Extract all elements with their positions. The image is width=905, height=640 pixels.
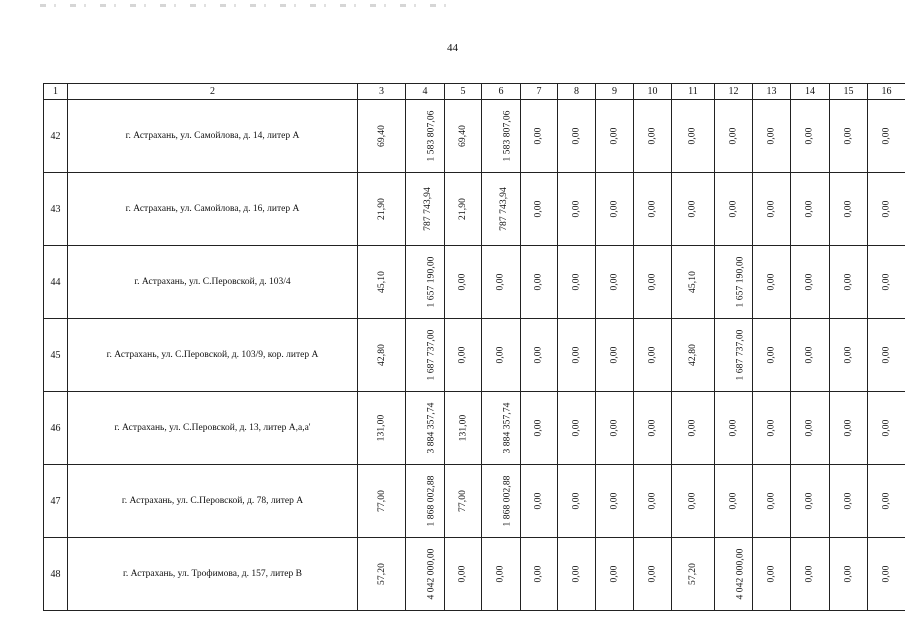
value-cell	[672, 173, 715, 246]
cell-value: 131,00	[376, 414, 387, 442]
value-cell	[715, 100, 753, 173]
value-cell	[830, 100, 868, 173]
address-cell: г. Астрахань, ул. С.Перовской, д. 103/9, кор. литер А	[68, 319, 358, 392]
cell-value: 0,00	[534, 492, 544, 510]
column-header: 6	[482, 84, 521, 100]
cell-value: 0,00	[647, 565, 658, 583]
table-row	[44, 100, 905, 173]
value-cell	[634, 246, 672, 319]
value-cell	[558, 392, 596, 465]
cell-value: 0,00	[609, 273, 620, 291]
value-cell	[596, 173, 634, 246]
value-cell	[634, 319, 672, 392]
value-cell	[672, 538, 715, 611]
cell-value: 0,00	[609, 346, 620, 364]
value-cell	[868, 100, 905, 173]
cell-value: 0,00	[534, 419, 544, 437]
column-header: 2	[68, 84, 358, 100]
cell-value: 0,00	[881, 200, 892, 218]
cell-value: 0,00	[534, 565, 544, 583]
cell-value: 0,00	[571, 346, 582, 364]
cell-value: 0,00	[647, 200, 658, 218]
cell-value: 0,00	[688, 419, 698, 437]
value-cell	[482, 319, 521, 392]
cell-value: 0,00	[766, 565, 777, 583]
value-cell	[791, 100, 830, 173]
cell-value: 0,00	[609, 565, 620, 583]
cell-value: 0,00	[881, 127, 892, 145]
value-cell	[445, 246, 482, 319]
value-cell	[558, 173, 596, 246]
value-cell	[358, 246, 406, 319]
value-cell	[482, 392, 521, 465]
column-header: 5	[445, 84, 482, 100]
cell-value: 69,40	[458, 125, 468, 147]
value-cell	[358, 100, 406, 173]
cell-value: 77,00	[458, 490, 468, 512]
value-cell	[445, 100, 482, 173]
cell-value: 42,80	[376, 344, 387, 366]
cell-value: 1 868 002,88	[426, 475, 437, 527]
value-cell	[445, 392, 482, 465]
value-cell	[406, 465, 445, 538]
cell-value: 0,00	[496, 273, 506, 291]
column-header: 9	[596, 84, 634, 100]
cell-value: 787 743,94	[422, 187, 433, 231]
value-cell	[753, 173, 791, 246]
cell-value: 0,00	[881, 565, 892, 583]
row-number: 48	[44, 538, 68, 611]
cell-value: 57,20	[688, 563, 698, 585]
value-cell	[406, 100, 445, 173]
cell-value: 0,00	[843, 273, 854, 291]
cell-value: 3 884 357,74	[502, 402, 513, 454]
value-cell	[521, 538, 558, 611]
value-cell	[445, 538, 482, 611]
table-row	[44, 465, 905, 538]
address-cell: г. Астрахань, ул. С.Перовской, д. 13, литер А,а,а'	[68, 392, 358, 465]
table-row	[44, 392, 905, 465]
value-cell	[715, 246, 753, 319]
value-cell	[445, 319, 482, 392]
cell-value: 0,00	[571, 127, 582, 145]
value-cell	[406, 538, 445, 611]
value-cell	[830, 246, 868, 319]
table-body	[44, 100, 905, 611]
cell-value: 69,40	[376, 125, 387, 147]
cell-value: 42,80	[688, 344, 698, 366]
address-cell: г. Астрахань, ул. Трофимова, д. 157, литер В	[68, 538, 358, 611]
cell-value: 0,00	[571, 200, 582, 218]
cell-value: 0,00	[496, 346, 506, 364]
cell-value: 1 657 190,00	[426, 256, 437, 308]
value-cell	[358, 538, 406, 611]
cell-value: 0,00	[647, 492, 658, 510]
value-cell	[521, 465, 558, 538]
value-cell	[791, 173, 830, 246]
cell-value: 0,00	[458, 273, 468, 291]
cell-value: 0,00	[805, 492, 815, 510]
value-cell	[634, 392, 672, 465]
value-cell	[672, 100, 715, 173]
column-header: 3	[358, 84, 406, 100]
cell-value: 0,00	[766, 419, 777, 437]
value-cell	[521, 392, 558, 465]
cell-value: 0,00	[881, 419, 892, 437]
value-cell	[715, 465, 753, 538]
column-header: 4	[406, 84, 445, 100]
value-cell	[753, 246, 791, 319]
cell-value: 0,00	[534, 127, 544, 145]
cell-value: 1 687 737,00	[426, 329, 437, 381]
column-header: 12	[715, 84, 753, 100]
value-cell	[596, 538, 634, 611]
cell-value: 0,00	[843, 200, 854, 218]
value-cell	[358, 392, 406, 465]
value-cell	[358, 173, 406, 246]
cell-value: 0,00	[571, 565, 582, 583]
value-cell	[358, 465, 406, 538]
cell-value: 0,00	[843, 127, 854, 145]
value-cell	[634, 465, 672, 538]
cell-value: 0,00	[728, 419, 739, 437]
value-cell	[672, 392, 715, 465]
row-number: 45	[44, 319, 68, 392]
cell-value: 131,00	[457, 414, 468, 442]
value-cell	[753, 392, 791, 465]
cell-value: 0,00	[609, 492, 620, 510]
value-cell	[868, 319, 905, 392]
value-cell	[558, 319, 596, 392]
cell-value: 0,00	[766, 273, 777, 291]
cell-value: 0,00	[805, 565, 815, 583]
address-register-table	[43, 83, 905, 611]
value-cell	[753, 465, 791, 538]
value-cell	[868, 246, 905, 319]
value-cell	[596, 465, 634, 538]
cell-value: 0,00	[843, 346, 854, 364]
table-row	[44, 538, 905, 611]
value-cell	[830, 465, 868, 538]
cell-value: 1 687 737,00	[735, 329, 746, 381]
row-number: 47	[44, 465, 68, 538]
value-cell	[445, 173, 482, 246]
cell-value: 21,90	[376, 198, 387, 220]
value-cell	[753, 100, 791, 173]
value-cell	[672, 319, 715, 392]
scan-artifact	[40, 4, 460, 7]
value-cell	[482, 100, 521, 173]
row-number: 44	[44, 246, 68, 319]
cell-value: 0,00	[843, 419, 854, 437]
cell-value: 0,00	[688, 127, 698, 145]
cell-value: 0,00	[496, 565, 506, 583]
value-cell	[868, 538, 905, 611]
value-cell	[482, 173, 521, 246]
cell-value: 0,00	[647, 127, 658, 145]
cell-value: 3 884 357,74	[426, 402, 437, 454]
value-cell	[406, 246, 445, 319]
value-cell	[830, 538, 868, 611]
cell-value: 0,00	[688, 492, 698, 510]
address-cell: г. Астрахань, ул. Самойлова, д. 14, литер А	[68, 100, 358, 173]
cell-value: 1 868 002,88	[502, 475, 513, 527]
cell-value: 0,00	[843, 492, 854, 510]
value-cell	[406, 392, 445, 465]
value-cell	[521, 246, 558, 319]
value-cell	[558, 100, 596, 173]
table-row	[44, 319, 905, 392]
cell-value: 0,00	[458, 565, 468, 583]
cell-value: 4 042 000,00	[735, 548, 746, 600]
value-cell	[672, 465, 715, 538]
value-cell	[672, 246, 715, 319]
cell-value: 0,00	[805, 419, 815, 437]
value-cell	[868, 392, 905, 465]
cell-value: 787 743,94	[498, 187, 509, 231]
cell-value: 0,00	[458, 346, 468, 364]
value-cell	[482, 465, 521, 538]
value-cell	[715, 319, 753, 392]
value-cell	[521, 100, 558, 173]
column-header: 13	[753, 84, 791, 100]
cell-value: 0,00	[534, 346, 544, 364]
table-row	[44, 173, 905, 246]
column-header: 1	[44, 84, 68, 100]
value-cell	[482, 246, 521, 319]
row-number: 46	[44, 392, 68, 465]
cell-value: 0,00	[571, 492, 582, 510]
value-cell	[753, 319, 791, 392]
cell-value: 4 042 000,00	[426, 548, 437, 600]
cell-value: 0,00	[728, 492, 739, 510]
cell-value: 0,00	[766, 200, 777, 218]
column-header: 11	[672, 84, 715, 100]
table-row	[44, 246, 905, 319]
value-cell	[868, 173, 905, 246]
cell-value: 0,00	[571, 273, 582, 291]
cell-value: 0,00	[728, 127, 739, 145]
value-cell	[715, 173, 753, 246]
value-cell	[715, 538, 753, 611]
cell-value: 0,00	[805, 273, 815, 291]
cell-value: 0,00	[805, 127, 815, 145]
cell-value: 0,00	[728, 200, 739, 218]
value-cell	[753, 538, 791, 611]
address-cell: г. Астрахань, ул. С.Перовской, д. 103/4	[68, 246, 358, 319]
cell-value: 0,00	[766, 492, 777, 510]
column-header: 14	[791, 84, 830, 100]
value-cell	[558, 465, 596, 538]
value-cell	[521, 173, 558, 246]
column-header: 8	[558, 84, 596, 100]
value-cell	[791, 319, 830, 392]
value-cell	[830, 392, 868, 465]
value-cell	[830, 173, 868, 246]
cell-value: 0,00	[534, 200, 544, 218]
value-cell	[558, 246, 596, 319]
cell-value: 0,00	[647, 419, 658, 437]
cell-value: 0,00	[843, 565, 854, 583]
value-cell	[521, 319, 558, 392]
value-cell	[830, 319, 868, 392]
value-cell	[868, 465, 905, 538]
cell-value: 57,20	[376, 563, 387, 585]
value-cell	[406, 173, 445, 246]
cell-value: 1 657 190,00	[735, 256, 746, 308]
cell-value: 0,00	[805, 346, 815, 364]
cell-value: 77,00	[376, 490, 387, 512]
cell-value: 0,00	[647, 273, 658, 291]
value-cell	[406, 319, 445, 392]
cell-value: 1 583 807,06	[502, 110, 513, 162]
cell-value: 0,00	[805, 200, 815, 218]
cell-value: 45,10	[376, 271, 387, 293]
page-number: 44	[447, 42, 458, 54]
address-cell: г. Астрахань, ул. Самойлова, д. 16, литер А	[68, 173, 358, 246]
column-header: 16	[868, 84, 905, 100]
value-cell	[482, 538, 521, 611]
cell-value: 0,00	[881, 273, 892, 291]
address-cell: г. Астрахань, ул. С.Перовской, д. 78, литер А	[68, 465, 358, 538]
cell-value: 0,00	[881, 492, 892, 510]
header-row	[44, 84, 905, 100]
value-cell	[634, 173, 672, 246]
cell-value: 0,00	[609, 127, 620, 145]
cell-value: 45,10	[688, 271, 698, 293]
value-cell	[634, 100, 672, 173]
cell-value: 0,00	[647, 346, 658, 364]
value-cell	[358, 319, 406, 392]
value-cell	[715, 392, 753, 465]
cell-value: 0,00	[766, 127, 777, 145]
value-cell	[596, 246, 634, 319]
cell-value: 0,00	[688, 200, 698, 218]
value-cell	[445, 465, 482, 538]
row-number: 43	[44, 173, 68, 246]
cell-value: 1 583 807,06	[426, 110, 437, 162]
row-number: 42	[44, 100, 68, 173]
column-header: 10	[634, 84, 672, 100]
cell-value: 21,90	[458, 198, 468, 220]
value-cell	[596, 100, 634, 173]
value-cell	[791, 392, 830, 465]
value-cell	[791, 538, 830, 611]
cell-value: 0,00	[881, 346, 892, 364]
cell-value: 0,00	[534, 273, 544, 291]
value-cell	[558, 538, 596, 611]
value-cell	[596, 392, 634, 465]
column-header: 7	[521, 84, 558, 100]
cell-value: 0,00	[571, 419, 582, 437]
column-header: 15	[830, 84, 868, 100]
value-cell	[791, 246, 830, 319]
cell-value: 0,00	[609, 419, 620, 437]
value-cell	[596, 319, 634, 392]
cell-value: 0,00	[766, 346, 777, 364]
cell-value: 0,00	[609, 200, 620, 218]
value-cell	[791, 465, 830, 538]
value-cell	[634, 538, 672, 611]
